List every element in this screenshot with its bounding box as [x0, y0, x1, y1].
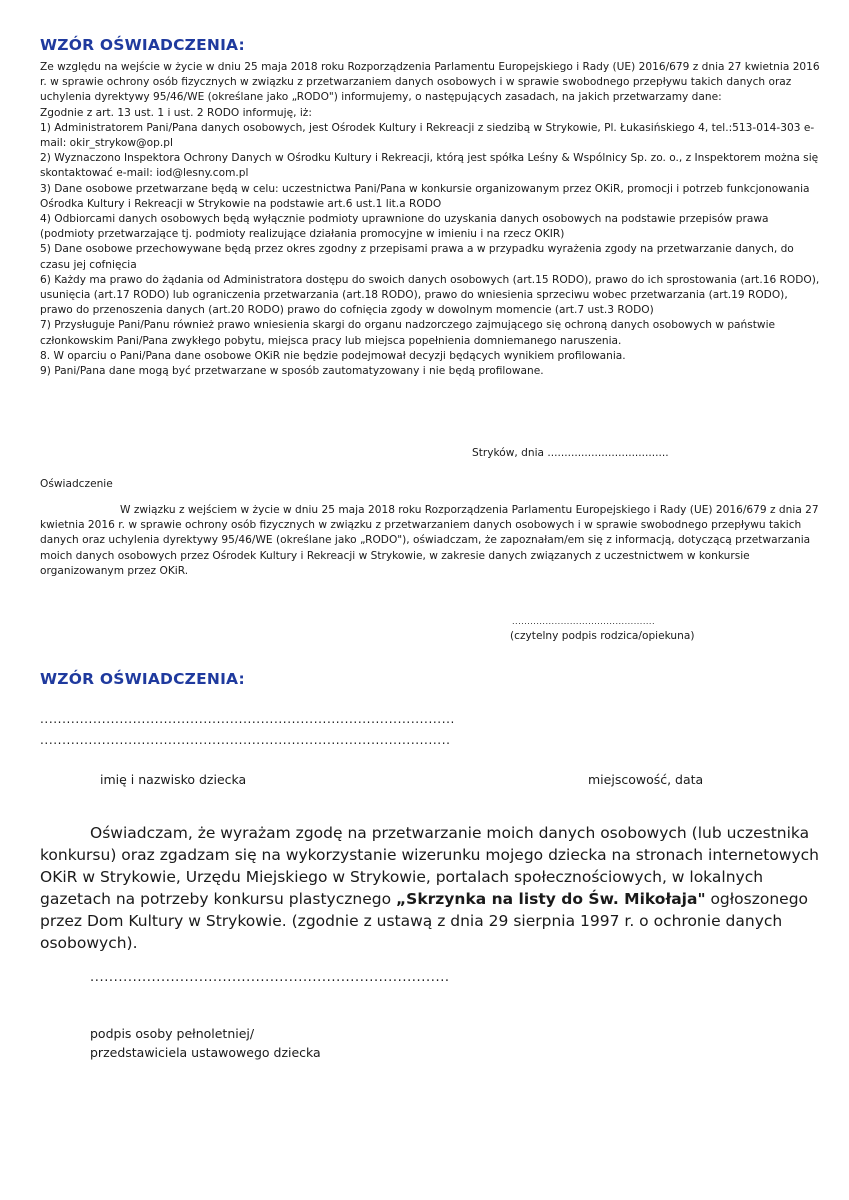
rodo-intro: Ze względu na wejście w życie w dniu 25 maja 2018 roku Rozporządzenia Parlamentu Europejskiego i Rady (UE) 2016/679 z dnia 27 kwietnia 2016 r. w sprawie ochrony osób fizycznych w związku z przetwarzaniem danych osobowych i w sprawie swobodnego przepływu takich danych oraz uchylenia dyrektywy 95/46/WE (określane jako „RODO") informujemy, o następujących zasadach, na jakich przetwarzamy dane: — [40, 61, 820, 104]
rodo-point-2: 2) Wyznaczono Inspektora Ochrony Danych w Ośrodku Kultury i Rekreacji, którą jest spółka Leśny & Wspólnicy Sp. zo. o., z Inspektorem można się skontaktować e-mail: iod@lesny.com.pl — [40, 152, 819, 180]
rodo-basis: Zgodnie z art. 13 ust. 1 i ust. 2 RODO informuję, iż: — [40, 106, 312, 119]
parent-signature-label: (czytelny podpis rodzica/opiekuna) — [510, 630, 695, 642]
heading-wzor-oswiadczenia-2: WZÓR OŚWIADCZENIA: — [40, 670, 245, 688]
place-date-label: miejscowość, data — [588, 772, 704, 787]
guardian-signature-label-line2: przedstawiciela ustawowego dziecka — [90, 1045, 321, 1060]
rodo-point-8: 8. W oparciu o Pani/Pana dane osobowe OKiR nie będzie podejmował decyzji będących wynikiem profilowania. — [40, 349, 626, 362]
rodo-point-9: 9) Pani/Pana dane mogą być przetwarzane w sposób zautomatyzowany i nie będą profilowane. — [40, 365, 544, 378]
child-name-fill-line-1: .............................................................................................. — [40, 712, 455, 726]
consent-paragraph — [40, 822, 820, 954]
statement-paragraph: W związku z wejściem w życie w dniu 25 maja 2018 roku Rozporządzenia Parlamentu Europejskiego i Rady (UE) 2016/679 z dnia 27 kwietnia 2016 r. w sprawie ochrony osób fizycznych w związku z przetwarzaniem danych osobowych i w sprawie swobodnego przepływu takich danych oraz uchylenia dyrektywy 95/46/WE (określane jako „RODO"), oświadczam, że zapoznałam/em się z informacją, dotyczącą przetwarzania moich danych osobowych przez Ośrodek Kultury i Rekreacji w Strykowie, w zakresie danych związanych z uczestnictwem w konkursie organizowanym przez OKiR. — [40, 504, 819, 577]
child-name-label: imię i nazwisko dziecka — [100, 772, 247, 787]
consent-text-part2: ogłoszonego przez Dom Kultury w Strykowie. (zgodnie z ustawą z dnia 29 sierpnia 1997 r. o ochronie danych osobowych). — [40, 890, 809, 952]
consent-text-part1: Oświadczam, że wyrażam zgodę na przetwarzanie moich danych osobowych (lub uczestnika konkursu) oraz zgadzam się na wykorzystanie wizerunku mojego dziecka na stronach internetowych OKiR w Strykowie, Urzędu Miejskiego w Strykowie, portalach społecznościowych, w lokalnych gazetach na potrzeby konkursu plastycznego — [40, 824, 820, 908]
oswiadczenie-label: Oświadczenie — [40, 478, 113, 490]
rodo-point-3: 3) Dane osobowe przetwarzane będą w celu: uczestnictwa Pani/Pana w konkursie organizowanym przez OKiR, promocji i potrzeb funkcjonowania Ośrodka Kultury i Rekreacji w Strykowie na podstawie art.6 ust.1 lit.a RODO — [40, 182, 810, 210]
rodo-point-5: 5) Dane osobowe przechowywane będą przez okres zgodny z przepisami prawa a w przypadku wyrażenia zgody na przetwarzanie danych, do czasu jej cofnięcia — [40, 243, 794, 271]
guardian-signature-label — [90, 1024, 321, 1062]
parent-signature-line: ............................................... — [512, 617, 656, 626]
rodo-point-4: 4) Odbiorcami danych osobowych będą wyłącznie podmioty uprawnione do uzyskania danych osobowych na podstawie przepisów prawa (podmioty przetwarzające tj. podmioty realizujące działania promocyjne w imieniu i na rzecz OKIR) — [40, 213, 769, 241]
child-name-fill-line-2: ............................................................................................. — [40, 733, 451, 747]
city-date-line: Stryków, dnia .................................... — [472, 447, 669, 459]
guardian-signature-label-line1: podpis osoby pełnoletniej/ — [90, 1026, 255, 1041]
rodo-information-clause — [40, 60, 820, 379]
guardian-signature-line: ............................................................................ — [90, 970, 450, 985]
rodo-point-7: 7) Przysługuje Pani/Panu również prawo wniesienia skargi do organu nadzorczego zajmującego się ochroną danych osobowych w państwie członkowskim Pani/Pana zwykłego pobytu, miejsca pracy lub miejsca popełnienia domniemanego naruszenia. — [40, 319, 776, 347]
heading-wzor-oswiadczenia-1: WZÓR OŚWIADCZENIA: — [40, 36, 245, 54]
rodo-point-1: 1) Administratorem Pani/Pana danych osobowych, jest Ośrodek Kultury i Rekreacji z siedzibą w Strykowie, Pl. Łukasińskiego 4, tel.:513-014-303 e-mail: okir_strykow@op.pl — [40, 121, 815, 150]
contest-title: „Skrzynka na listy do Św. Mikołaja" — [395, 890, 706, 908]
rodo-point-6: 6) Każdy ma prawo do żądania od Administratora dostępu do swoich danych osobowych (art.15 RODO), prawo do ich sprostowania (art.16 RODO), usunięcia (art.17 RODO) lub ograniczenia przetwarzania (art.18 RODO), prawo do wniesienia sprzeciwu wobec przetwarzania (art.19 RODO), prawo do przenoszenia danych (art.20 RODO) prawo do cofnięcia zgody w dowolnym momencie (art.7 ust.3 RODO) — [40, 273, 820, 317]
